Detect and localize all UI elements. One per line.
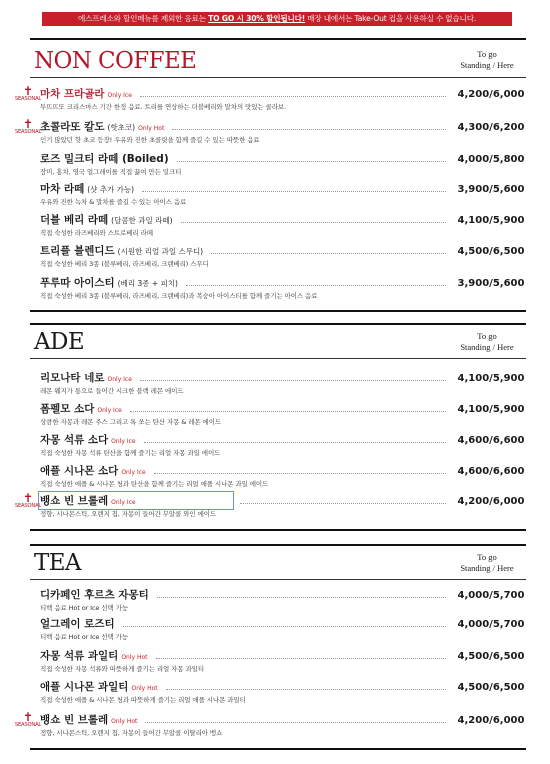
menu-item bbox=[30, 401, 526, 433]
seasonal-label: SEASONAL bbox=[14, 722, 42, 728]
item-name: 초콜라또 칼도 bbox=[40, 121, 105, 133]
seasonal-label: SEASONAL bbox=[14, 503, 42, 509]
section-title: TEA bbox=[34, 550, 81, 576]
item-subtitle: (샷 추가 가능) bbox=[87, 185, 135, 194]
cross-icon: ✝ bbox=[22, 117, 34, 131]
item-description: 우유와 진한 녹차 & 말차를 즐길 수 있는 아이스 음료 bbox=[40, 198, 187, 206]
item-name: 마차 라떼 bbox=[40, 183, 85, 195]
leader-dots bbox=[240, 503, 446, 504]
item-price: 4,000/5,800 bbox=[457, 154, 525, 165]
item-subtitle: (달콤한 과일 라떼) bbox=[111, 216, 173, 225]
item-name: 디카페인 후르츠 자몽티 bbox=[40, 589, 149, 601]
item-price: 4,300/6,200 bbox=[457, 122, 525, 133]
item-note: Only Hot bbox=[138, 125, 165, 132]
item-note: Only Hot bbox=[121, 654, 148, 661]
notice-suffix: 매장 내에서는 Take-Out 컵을 사용하실 수 없습니다. bbox=[305, 14, 477, 23]
standing-label: Standing / Here bbox=[460, 563, 514, 573]
section-title: NON COFFEE bbox=[34, 48, 197, 74]
togo-label: To go bbox=[477, 552, 497, 562]
item-description: 인기 많았던 핫 초코 등장! 우유와 진한 초콜릿을 함께 즐길 수 있는 따뜻한 음료 bbox=[40, 136, 260, 144]
notice-banner bbox=[42, 12, 512, 26]
menu-item bbox=[30, 463, 526, 495]
item-note: Only Ice bbox=[107, 376, 132, 383]
leader-dots bbox=[211, 253, 446, 254]
column-header bbox=[452, 49, 522, 71]
item-name: 로즈 밀크티 라떼 (Boiled) bbox=[40, 153, 169, 165]
leader-dots bbox=[140, 96, 446, 97]
item-subtitle: (시원한 리얼 과일 스무디) bbox=[117, 247, 204, 256]
item-description: 직접 숙성한 베리 3종 (블루베리, 라즈베리, 크랜베리) 스무디 bbox=[40, 260, 209, 268]
item-description: 직접 숙성한 애플 & 시나몬 청과 탄산을 함께 즐기는 리얼 애플 시나몬 과일 에이드 bbox=[40, 480, 269, 488]
menu-item bbox=[14, 710, 526, 744]
item-name: 리모나타 네로 bbox=[40, 372, 105, 384]
item-description: 레몬 웨지가 통으로 들어간 시크한 블랙 레몬 에이드 bbox=[40, 387, 184, 395]
menu-item bbox=[30, 243, 526, 275]
item-subtitle: (베리 3종 + 피치) bbox=[117, 279, 178, 288]
item-price: 3,900/5,600 bbox=[457, 184, 525, 195]
item-price: 4,100/5,900 bbox=[457, 373, 525, 384]
item-note: Only Ice bbox=[111, 438, 136, 445]
ade-section bbox=[14, 323, 526, 533]
menu-item bbox=[14, 117, 526, 151]
column-header bbox=[452, 552, 522, 574]
leader-dots bbox=[145, 722, 446, 723]
cross-icon: ✝ bbox=[22, 84, 34, 98]
section-rule bbox=[30, 310, 526, 312]
menu-item bbox=[30, 151, 526, 183]
leader-dots bbox=[140, 380, 446, 381]
section-rule bbox=[30, 544, 526, 546]
item-description: 장미, 홍차, 영국 얼그레이를 직접 끓여 만든 밀크티 bbox=[40, 168, 182, 176]
section-underline bbox=[30, 77, 526, 78]
section-title: ADE bbox=[34, 329, 85, 355]
item-price: 4,500/6,500 bbox=[457, 651, 525, 662]
section-rule bbox=[30, 748, 526, 750]
item-price: 4,200/6,000 bbox=[457, 89, 525, 100]
item-description: 직접 숙성한 라즈베리와 스트로베리 라떼 bbox=[40, 229, 153, 237]
leader-dots bbox=[186, 285, 446, 286]
item-description: 정향, 시나몬스틱, 오렌지 칩, 자몽이 들어간 무알콜 이탈리아 뱅쇼 bbox=[40, 729, 223, 737]
item-price: 4,000/5,700 bbox=[457, 590, 525, 601]
menu-item bbox=[30, 181, 526, 213]
item-price: 3,900/5,600 bbox=[457, 278, 525, 289]
cross-icon: ✝ bbox=[22, 491, 34, 505]
notice-highlight: TO GO 시 30% 할인됩니다! bbox=[208, 14, 306, 23]
item-name: 뱅쇼 빈 브롤레 bbox=[40, 495, 109, 507]
section-rule bbox=[30, 323, 526, 325]
item-note: Only Hot bbox=[111, 718, 138, 725]
item-description: 직접 숙성한 애플 & 시나몬 청과 따뜻하게 즐기는 리얼 애플 시나몬 과일티 bbox=[40, 696, 246, 704]
leader-dots bbox=[181, 222, 446, 223]
item-description: 직접 숙성한 자몽 석류 탄산을 함께 즐기는 리얼 자몽 과일 에이드 bbox=[40, 449, 221, 457]
item-description: 상큼한 자몽과 레몬 주스 그리고 톡 쏘는 탄산 자몽 & 레몬 에이드 bbox=[40, 418, 222, 426]
selected-item-box bbox=[40, 493, 232, 508]
menu-item bbox=[30, 432, 526, 464]
leader-dots bbox=[172, 129, 446, 130]
item-price: 4,000/5,700 bbox=[457, 619, 525, 630]
item-description: 직접 숙성한 자몽 석류와 따뜻하게 즐기는 리얼 자몽 과일티 bbox=[40, 665, 205, 673]
item-price: 4,200/6,000 bbox=[457, 496, 525, 507]
item-subtitle: (핫초코) bbox=[107, 123, 136, 132]
item-name: 뱅쇼 빈 브롤레 bbox=[40, 714, 109, 726]
item-name: 애플 시나몬 과일티 bbox=[40, 681, 129, 693]
standing-label: Standing / Here bbox=[460, 60, 514, 70]
item-price: 4,600/6,600 bbox=[457, 466, 525, 477]
leader-dots bbox=[177, 161, 446, 162]
item-note: Only Ice bbox=[97, 407, 122, 414]
menu-item bbox=[30, 616, 526, 648]
item-name: 더블 베리 라떼 bbox=[40, 214, 109, 226]
item-name: 푸루따 아이스티 bbox=[40, 277, 115, 289]
item-note: Only Hot bbox=[131, 685, 158, 692]
item-description: 정향, 시나몬스틱, 오렌지 칩, 자몽이 들어간 무알콜 와인 에이드 bbox=[40, 510, 217, 518]
item-name: 애플 시나몬 소다 bbox=[40, 465, 119, 477]
togo-label: To go bbox=[477, 331, 497, 341]
item-name: 얼그레이 로즈티 bbox=[40, 618, 115, 630]
item-price: 4,600/6,600 bbox=[457, 435, 525, 446]
menu-item bbox=[30, 587, 526, 619]
section-underline bbox=[30, 579, 526, 580]
item-description: 티백 음료 Hot or Ice 선택 가능 bbox=[40, 633, 128, 641]
item-note: Only Ice bbox=[107, 92, 132, 99]
item-description: 투뜨뜨또 크리스마스 기간 한정 음료. 트리를 연상하는 더블베리와 말차의 맛있는 콜라보. bbox=[40, 103, 287, 111]
menu-item bbox=[14, 84, 526, 118]
tea-section bbox=[14, 544, 526, 754]
item-description: 티백 음료 Hot or Ice 선택 가능 bbox=[40, 604, 128, 612]
menu-item bbox=[30, 370, 526, 402]
item-price: 4,500/6,500 bbox=[457, 246, 525, 257]
notice-prefix: 에스프레소와 할인메뉴를 제외한 음료는 bbox=[77, 14, 209, 23]
menu-item bbox=[30, 212, 526, 244]
non-coffee-section bbox=[14, 38, 526, 312]
item-name: 자몽 석류 과일티 bbox=[40, 650, 119, 662]
leader-dots bbox=[156, 658, 447, 659]
item-name: 폼펠모 소다 bbox=[40, 403, 95, 415]
cross-icon: ✝ bbox=[22, 710, 34, 724]
menu-item bbox=[30, 648, 526, 680]
menu-item bbox=[14, 491, 526, 525]
leader-dots bbox=[154, 473, 446, 474]
leader-dots bbox=[157, 597, 446, 598]
leader-dots bbox=[130, 411, 446, 412]
item-price: 4,500/6,500 bbox=[457, 682, 525, 693]
item-price: 4,100/5,900 bbox=[457, 404, 525, 415]
seasonal-label: SEASONAL bbox=[14, 129, 42, 135]
menu-item bbox=[30, 275, 526, 307]
standing-label: Standing / Here bbox=[460, 342, 514, 352]
section-rule bbox=[30, 529, 526, 531]
leader-dots bbox=[142, 191, 446, 192]
leader-dots bbox=[166, 689, 446, 690]
section-underline bbox=[30, 358, 526, 359]
leader-dots bbox=[144, 442, 446, 443]
menu-item bbox=[30, 679, 526, 711]
item-note: Only Ice bbox=[111, 499, 136, 506]
item-price: 4,100/5,900 bbox=[457, 215, 525, 226]
item-description: 직접 숙성한 베리 3종 (블루베리, 라즈베리, 크랜베리)과 복숭아 아이스티를 함께 즐기는 아이스 음료 bbox=[40, 292, 318, 300]
column-header bbox=[452, 331, 522, 353]
item-name: 트리플 블렌디드 bbox=[40, 245, 115, 257]
togo-label: To go bbox=[477, 49, 497, 59]
item-note: Only Ice bbox=[121, 469, 146, 476]
item-name: 자몽 석류 소다 bbox=[40, 434, 109, 446]
section-rule bbox=[30, 38, 526, 40]
seasonal-label: SEASONAL bbox=[14, 96, 42, 102]
item-price: 4,200/6,000 bbox=[457, 715, 525, 726]
item-name: 마차 프라골라 bbox=[40, 88, 105, 100]
leader-dots bbox=[123, 626, 446, 627]
